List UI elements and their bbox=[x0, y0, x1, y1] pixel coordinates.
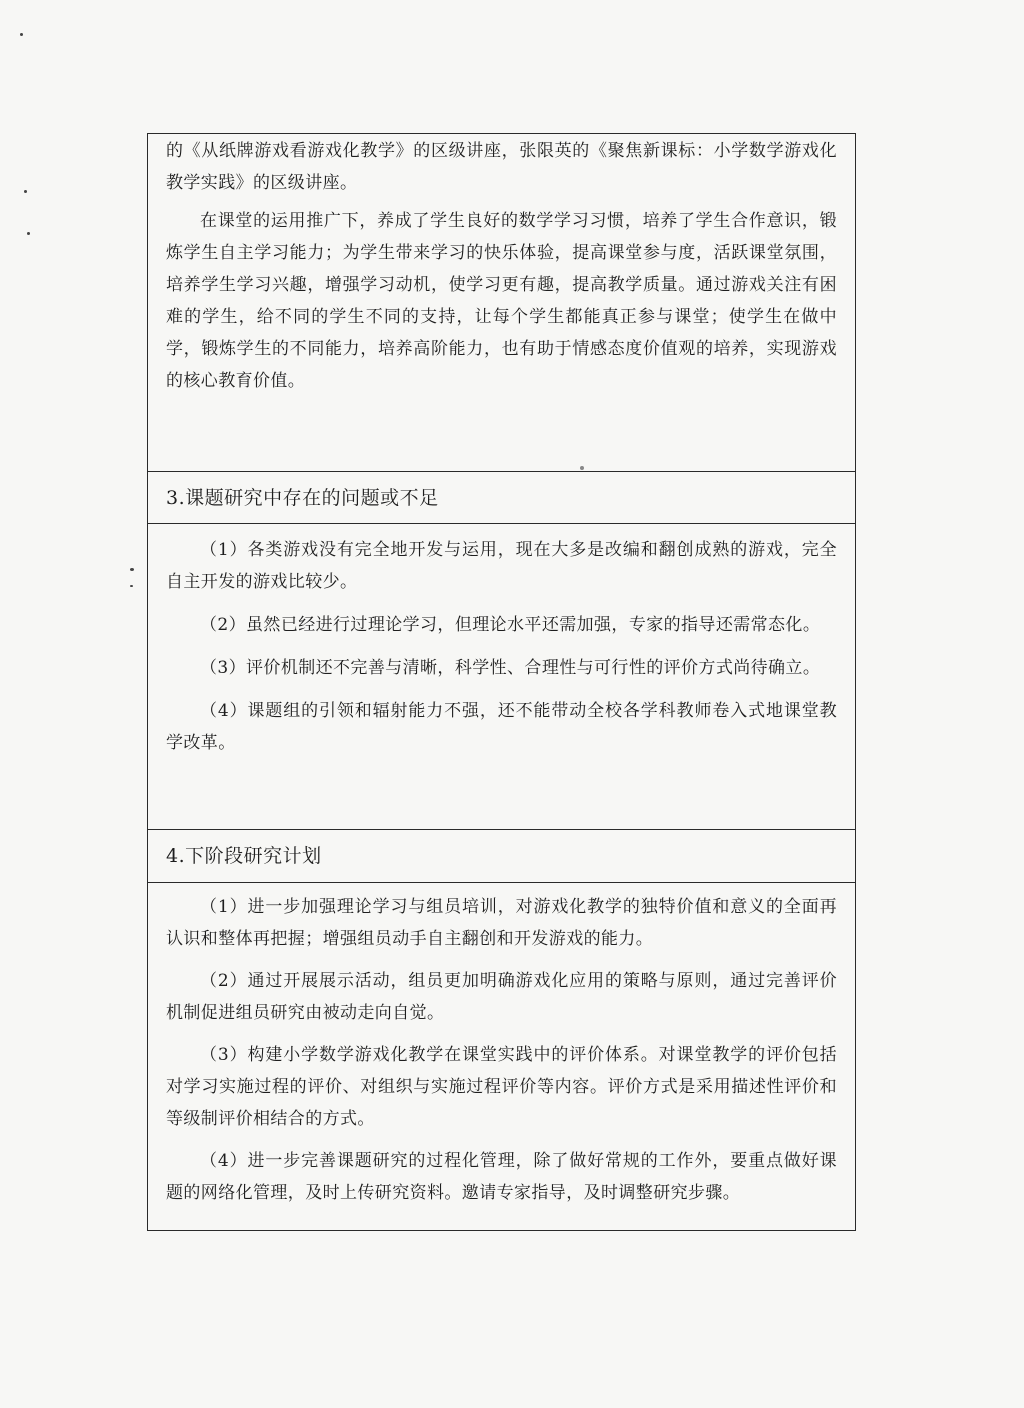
list-item: （1）进一步加强理论学习与组员培训，对游戏化教学的独特价值和意义的全面再认识和整体再把握；增强组员动手自主翻创和开发游戏的能力。 bbox=[166, 897, 837, 949]
list-item: （4）进一步完善课题研究的过程化管理，除了做好常规的工作外，要重点做好课题的网络化管理，及时上传研究资料。邀请专家指导，及时调整研究步骤。 bbox=[166, 1151, 837, 1203]
list-item: （3）评价机制还不完善与清晰，科学性、合理性与可行性的评价方式尚待确立。 bbox=[200, 658, 821, 678]
scan-speck bbox=[24, 190, 27, 193]
list-item: （2）虽然已经进行过理论学习，但理论水平还需加强，专家的指导还需常态化。 bbox=[200, 615, 821, 635]
report-table bbox=[147, 133, 856, 1231]
list-item: （2）通过开展展示活动，组员更加明确游戏化应用的策略与原则，通过完善评价机制促进组员研究由被动走向自觉。 bbox=[166, 971, 837, 1023]
list-item: （3）构建小学数学游戏化教学在课堂实践中的评价体系。对课堂教学的评价包括对学习实施过程的评价、对组织与实施过程评价等内容。评价方式是采用描述性评价和等级制评价相结合的方式。 bbox=[166, 1045, 837, 1129]
section-4-header bbox=[148, 829, 855, 882]
list-item: （1）各类游戏没有完全地开发与运用，现在大多是改编和翻创成熟的游戏，完全自主开发的游戏比较少。 bbox=[166, 540, 837, 592]
paragraph: 的《从纸牌游戏看游戏化教学》的区级讲座，张限英的《聚焦新课标：小学数学游戏化教学实践》的区级讲座。 bbox=[166, 141, 837, 193]
scan-speck bbox=[27, 232, 30, 235]
section-3-heading: 3.课题研究中存在的问题或不足 bbox=[166, 487, 439, 509]
section-1-body bbox=[148, 134, 855, 471]
scan-speck bbox=[20, 33, 23, 36]
section-4-body bbox=[148, 882, 855, 1230]
section-4-heading: 4.下阶段研究计划 bbox=[166, 845, 322, 867]
scan-speck bbox=[130, 568, 134, 571]
section-3-header bbox=[148, 471, 855, 523]
scan-speck bbox=[130, 585, 133, 587]
paragraph: 在课堂的运用推广下，养成了学生良好的数学学习习惯，培养了学生合作意识，锻炼学生自主学习能力；为学生带来学习的快乐体验，提高课堂参与度，活跃课堂氛围，培养学生学习兴趣，增强学习动机，使学习更有趣，提高教学质量。通过游戏关注有困难的学生，给不同的学生不同的支持，让每个学生都能真正参与课堂；使学生在做中学，锻炼学生的不同能力，培养高阶能力，也有助于情感态度价值观的培养，实现游戏的核心教育价值。 bbox=[166, 211, 837, 391]
section-3-body bbox=[148, 523, 855, 829]
list-item: （4）课题组的引领和辐射能力不强，还不能带动全校各学科教师卷入式地课堂教学改革。 bbox=[166, 701, 837, 753]
